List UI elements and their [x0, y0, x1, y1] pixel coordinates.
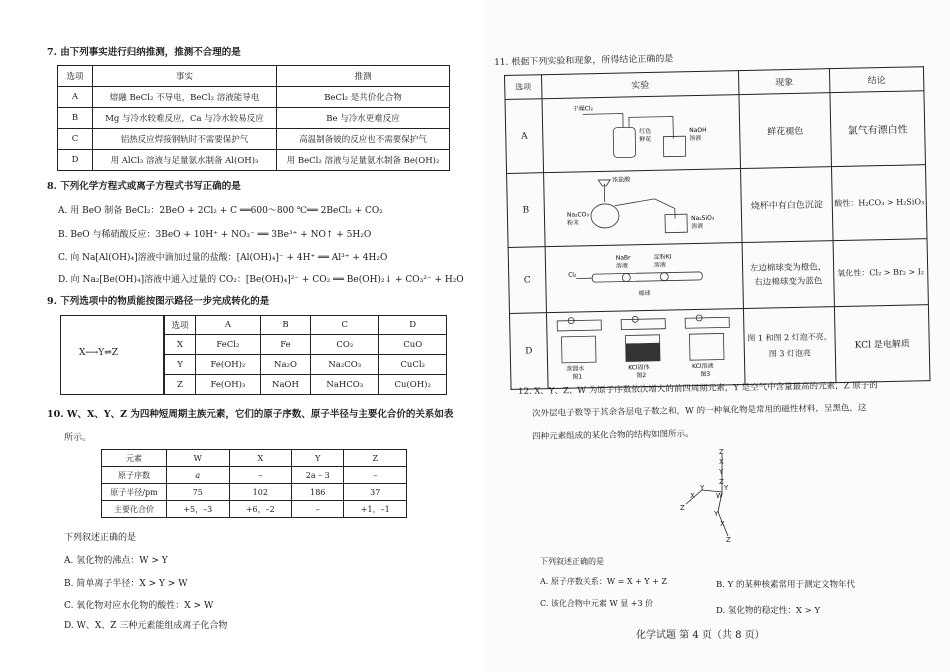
q7-header-0: 选项	[58, 66, 93, 87]
atom-x-1: X	[719, 458, 724, 466]
q7-cell: D	[58, 150, 93, 171]
label-red: 红色	[639, 127, 652, 136]
atom-y-4: Y	[714, 510, 719, 518]
q7-cell: C	[58, 129, 93, 150]
atom-y-2: Y	[724, 484, 729, 492]
q12-option-b: B. Y 的某种核素常用于测定文物年代	[716, 580, 855, 590]
kcl-solid	[626, 343, 660, 362]
q11-option: D	[509, 313, 548, 390]
delivery-tube	[615, 198, 675, 219]
q9-cell: X	[165, 335, 196, 355]
q10-cell: –	[344, 467, 407, 484]
circuit-wire-1	[557, 320, 601, 331]
q12-option-a: A. 原子序数关系：W = X + Y + Z	[540, 577, 667, 586]
q11-title: 11. 根据下列实验和现象，所得结论正确的是	[494, 54, 674, 68]
q11-option: C	[508, 247, 546, 314]
q10-title: 10. W、X、Y、Z 为四种短周期主族元素，它们的原子序数、原子半径与主要化合价的关系如表	[47, 409, 454, 420]
q9-title: 9. 下列选项中的物质能按图示路径一步完成转化的是	[47, 296, 270, 307]
q10-cell: 37	[344, 484, 407, 501]
q10-title-cont: 所示。	[64, 433, 92, 443]
phen-c-line2: 右边棉球变为蓝色	[754, 275, 823, 288]
label-powder: 粉末	[567, 219, 580, 227]
q10-cell: 主要化合价	[102, 501, 167, 518]
atom-z-1: Z	[719, 478, 724, 486]
q11-table	[504, 66, 931, 390]
flask	[591, 204, 619, 229]
q10-cell: 2a – 3	[292, 467, 344, 484]
q11-apparatus-c	[545, 243, 743, 313]
label-water: 蒸馏水	[566, 365, 585, 373]
label-hcl: 浓盐酸	[612, 176, 631, 184]
q11-header: 选项	[505, 75, 542, 100]
q8-option-a: A. 用 BeO 制备 BeCl₂：2BeO + 2Cl₂ + C ══600～800 ℃══ 2BeCl₂ + CO₂	[58, 206, 383, 216]
q9-header: A	[196, 316, 261, 335]
q9-cell: Z	[165, 375, 196, 395]
q9-table	[164, 315, 447, 395]
gas-bottle	[613, 127, 636, 157]
q11-header: 现象	[738, 69, 829, 95]
q10-cell: +1，–1	[344, 501, 407, 518]
q11-conclusion: 氧化性：Cl₂ > Br₂ > I₂	[833, 239, 928, 307]
q11-apparatus-b	[544, 169, 743, 247]
apparatus-c-figure	[546, 243, 743, 309]
page-footer: 化学试题 第 4 页（共 8 页）	[636, 630, 765, 641]
q11-header: 实验	[542, 71, 739, 99]
q9-header: C	[311, 316, 379, 335]
q12-line1: 12. X、Y、Z、W 为原子序数依次增大的前四周期元素，Y 是空气中含量最高的元素，Z 原子的	[518, 380, 878, 397]
q8-option-b: B. BeO 与稀硝酸反应：3BeO + 10H⁺ + NO₃⁻ ══ 3Be³⁺ + NO↑ + 5H₂O	[58, 230, 372, 240]
label-solution-c2: 溶液	[653, 261, 667, 269]
q9-cell: Fe(OH)₃	[196, 375, 261, 395]
q11-table-wrap	[504, 66, 930, 385]
label-solution-c1: 溶液	[615, 262, 629, 270]
q11-apparatus-a	[542, 95, 741, 173]
atom-x-down: X	[720, 520, 725, 528]
q10-header: 元素	[102, 450, 167, 467]
q9-cell: NaOH	[260, 375, 310, 395]
label-dry-cl2: 干燥Cl₂	[572, 105, 594, 113]
apparatus-d-figure	[547, 309, 744, 385]
q10-cell: 原子序数	[102, 467, 167, 484]
label-starch-ki: 淀粉KI	[653, 253, 672, 261]
q9-cell: Na₂CO₃	[311, 355, 379, 375]
q10-option-a: A. 氢化物的沸点：W > Y	[64, 556, 168, 566]
q7-cell: 铝热反应焊接钢轨时不需要保护气	[93, 129, 277, 150]
atom-z-bottom: Z	[726, 536, 731, 544]
q7-header-1: 事实	[93, 66, 277, 87]
phen-c-line1: 左边棉球变为橙色，	[749, 261, 827, 274]
q10-header: Z	[344, 450, 407, 467]
atom-y-1: Y	[719, 468, 724, 476]
q7-cell: 用 BeCl₂ 溶液与足量氨水制备 Be(OH)₂	[277, 150, 450, 171]
q10-cell: 102	[229, 484, 292, 501]
naoh-beaker	[663, 136, 685, 156]
circuit-2	[621, 316, 666, 362]
label-solution-b: 溶液	[691, 222, 704, 231]
q11-phenomenon-d	[743, 307, 836, 385]
q10-cell: a	[167, 467, 230, 484]
q9-cell: CuO	[379, 335, 447, 355]
q11-conclusion: 酸性：H₂CO₃ > H₂SiO₃	[831, 165, 927, 241]
q7-cell: A	[58, 87, 93, 108]
circuit-wire-2	[621, 319, 665, 330]
q9-cell: Y	[165, 355, 196, 375]
q12-option-d: D. 氢化物的稳定性：X > Y	[716, 606, 821, 616]
q10-header: Y	[292, 450, 344, 467]
q9-diagram-box	[60, 315, 164, 395]
label-nabr: NaBr	[615, 254, 631, 262]
q8-title: 8. 下列化学方程式或离子方程式书写正确的是	[47, 181, 241, 192]
q11-option: B	[507, 173, 546, 248]
q7-cell: 用 AlCl₃ 溶液与足量氨水制备 Al(OH)₃	[93, 150, 277, 171]
q9-header: D	[379, 316, 447, 335]
phen-d-line2: 图 3 灯泡亮	[768, 348, 812, 359]
label-solution: 溶液	[689, 134, 702, 143]
q11-option: A	[505, 99, 544, 174]
label-fig2: 图2	[636, 372, 647, 380]
q10-cell: –	[292, 501, 344, 518]
label-fig1: 图1	[572, 373, 583, 381]
q7-cell: Mg 与冷水较难反应，Ca 与冷水较易反应	[93, 108, 277, 129]
q9-cell: CO₂	[311, 335, 379, 355]
q12-line2: 次外层电子数等于其余各层电子数之和，W 的一种氧化物是常用的磁性材料，呈黑色，这	[532, 403, 867, 419]
apparatus-a-figure	[543, 95, 740, 169]
q12-prompt: 下列叙述正确的是	[540, 557, 604, 566]
q8-option-d: D. 向 Na₂[Be(OH)₄]溶液中通入过量的 CO₂：[Be(OH)₄]²⁻ + CO₂ ══ Be(OH)₂↓ + CO₃²⁻ + H₂O	[58, 275, 464, 285]
cotton-ball-left	[622, 273, 630, 281]
q7-table	[57, 65, 450, 171]
q10-cell: –	[229, 467, 292, 484]
q10-cell: 186	[292, 484, 344, 501]
label-fig3: 图3	[700, 370, 711, 378]
q12-option-c: C. 该化合物中元素 W 显 +3 价	[540, 599, 654, 608]
q10-header: X	[229, 450, 292, 467]
q7-cell: BeCl₂ 是共价化合物	[277, 87, 450, 108]
q10-option-c: C. 氧化物对应水化物的酸性：X > W	[64, 601, 214, 611]
label-naoh: NaOH	[689, 126, 707, 135]
label-cotton: 棉球	[638, 289, 651, 298]
q11-phenomenon-c	[742, 241, 834, 309]
q9-diagram: X⟶Y⇌Z	[79, 348, 119, 358]
q9-cell: Cu(OH)₂	[379, 375, 447, 395]
circuit-1	[557, 317, 602, 363]
q7-cell: B	[58, 108, 93, 129]
q11-apparatus-d	[546, 309, 745, 389]
atom-z-left: Z	[680, 504, 685, 512]
glass-tube	[592, 272, 702, 282]
atom-y-3: Y	[700, 484, 705, 492]
label-kcl-solid: KCl固体	[628, 364, 650, 372]
beaker	[665, 214, 687, 232]
cotton-ball-right	[660, 273, 668, 281]
q8-option-c: C. 向 Na[Al(OH)₄]溶液中滴加过量的盐酸：[Al(OH)₄]⁻ + 4H⁺ ══ Al³⁺ + 4H₂O	[58, 253, 388, 263]
q11-header: 结论	[829, 67, 923, 93]
atom-z-top: Z	[719, 448, 724, 456]
q12-structure	[664, 446, 774, 550]
q7-header-2: 推测	[277, 66, 450, 87]
right-page	[484, 0, 950, 672]
q11-conclusion: 氯气有漂白性	[830, 91, 926, 167]
q7-cell: 熔融 BeCl₂ 不导电，BeCl₂ 溶液能导电	[93, 87, 277, 108]
q9-cell: NaHCO₃	[311, 375, 379, 395]
beaker-1	[561, 336, 596, 363]
label-na2co3: Na₂CO₃	[566, 211, 589, 219]
circuit-wire-3	[685, 317, 729, 328]
label-cl2: Cl₂	[568, 271, 577, 279]
q9-cell: CuCl₂	[379, 355, 447, 375]
q7-title: 7. 由下列事实进行归纳推测，推测不合理的是	[47, 47, 241, 58]
q10-option-d: D. W、X、Z 三种元素能组成离子化合物	[64, 621, 228, 631]
label-flower: 鲜花	[639, 135, 652, 144]
q11-phenomenon: 烧杯中有白色沉淀	[741, 167, 834, 243]
q10-cell: +5，–3	[167, 501, 230, 518]
q11-conclusion: KCl 是电解质	[834, 305, 930, 383]
phen-d-line1: 图 1 和图 2 灯泡不亮，	[747, 331, 832, 343]
q10-prompt: 下列叙述正确的是	[64, 533, 137, 543]
q10-table	[101, 449, 407, 518]
q9-header: B	[260, 316, 310, 335]
q9-cell: Na₂O	[260, 355, 310, 375]
circuit-3	[685, 314, 730, 360]
q9-cell: FeCl₂	[196, 335, 261, 355]
q9-header: 选项	[165, 316, 196, 335]
q10-cell: 原子半径/pm	[102, 484, 167, 501]
q10-header: W	[167, 450, 230, 467]
beaker-3	[689, 333, 724, 360]
q7-cell: Be 与冷水更难反应	[277, 108, 450, 129]
q10-cell: 75	[167, 484, 230, 501]
q12-line3: 四种元素组成的某化合物的结构如图所示。	[532, 429, 694, 442]
q7-cell: 高温制备铍的反应也不需要保护气	[277, 129, 450, 150]
apparatus-b-figure	[544, 169, 741, 243]
gas-tube	[583, 114, 623, 129]
q9-cell: Fe	[260, 335, 310, 355]
atom-w: W	[716, 492, 723, 500]
q11-phenomenon: 鲜花褪色	[739, 93, 832, 169]
q10-option-b: B. 简单离子半径：X > Y > W	[64, 579, 188, 589]
atom-x-left: X	[690, 492, 695, 500]
label-na2sio3: Na₂SiO₃	[690, 214, 715, 223]
q9-cell: Fe(OH)₂	[196, 355, 261, 375]
label-kcl-sol: KCl溶液	[692, 362, 714, 371]
q10-cell: +6，–2	[229, 501, 292, 518]
